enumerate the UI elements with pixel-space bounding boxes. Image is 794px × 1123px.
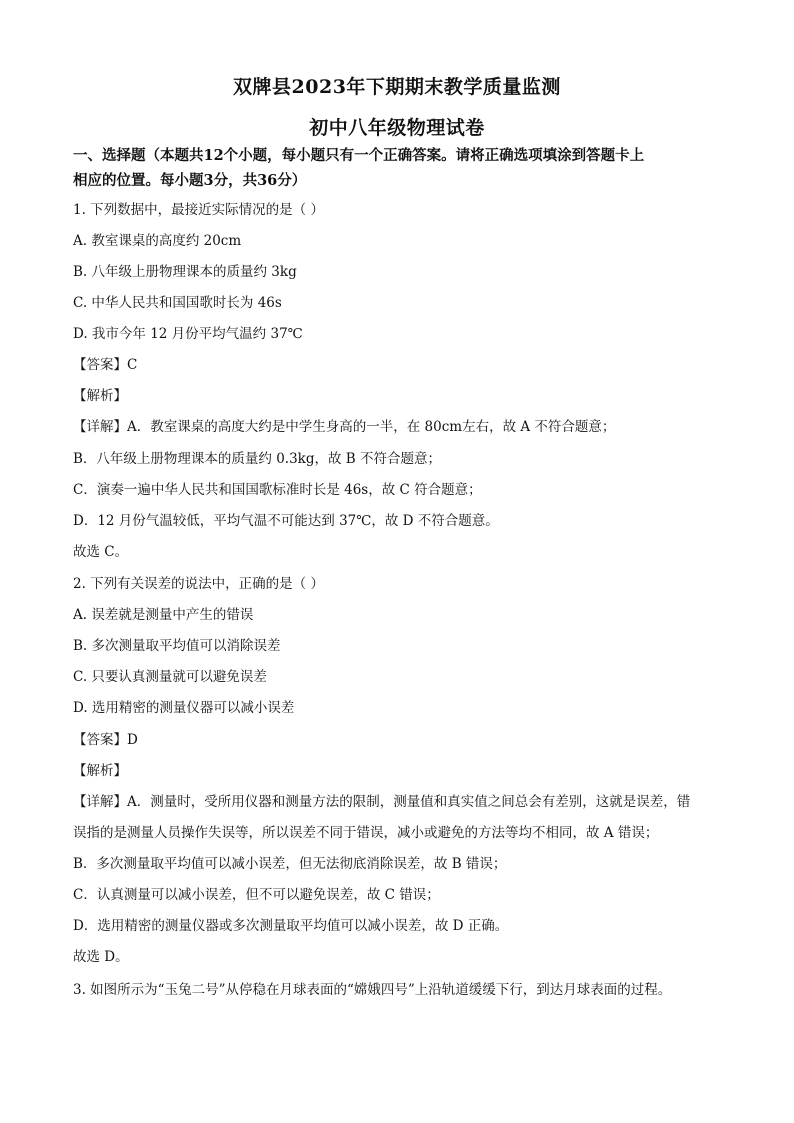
question-2-detail-line-4: C．认真测量可以减小误差，但不可以避免误差，故 C 错误； [73, 887, 440, 903]
question-1-answer: 【答案】C [73, 357, 138, 373]
question-1-stem: 1. 下列数据中，最接近实际情况的是（ ） [73, 202, 324, 218]
question-2-option-c: C. 只要认真测量就可以避免误差 [73, 669, 267, 685]
question-3-stem: 3. 如图所示为“玉兔二号”从停稳在月球表面的“嫦娥四号”上沿轨道缓缓下行，到达月球表面的过程。 [73, 982, 672, 998]
question-1-option-c: C. 中华人民共和国国歌时长为 46s [73, 295, 282, 311]
exam-title: 双牌县2023年下期期末教学质量监测 [233, 76, 561, 98]
section-heading-line-2: 相应的位置。每小题3分，共36分） [73, 172, 307, 189]
question-1-analysis-label: 【解析】 [73, 388, 127, 404]
question-1-option-a: A. 教室课桌的高度约 20cm [73, 233, 242, 249]
question-1-conclusion: 故选 C。 [73, 544, 129, 560]
question-1-detail-line-2: B．八年级上册物理课本的质量约 0.3kg，故 B 不符合题意； [73, 451, 442, 467]
question-2-detail-line-1: 【详解】A．测量时，受所用仪器和测量方法的限制，测量值和真实值之间总会有差别，这就是误差，错 [73, 794, 691, 810]
section-heading-line-1: 一、选择题（本题共12个小题，每小题只有一个正确答案。请将正确选项填涂到答题卡上 [73, 147, 645, 164]
question-1-detail-line-1: 【详解】A．教室课桌的高度大约是中学生身高的一半，在 80cm左右，故 A 不符合题意； [73, 419, 616, 435]
question-1-detail-line-4: D．12 月份气温较低，平均气温不可能达到 37℃，故 D 不符合题意。 [73, 513, 499, 529]
question-2-detail-line-3: B．多次测量取平均值可以减小误差，但无法彻底消除误差，故 B 错误； [73, 856, 507, 872]
question-2-answer: 【答案】D [73, 732, 138, 748]
question-1-detail-line-3: C．演奏一遍中华人民共和国国歌标准时长是 46s，故 C 符合题意； [73, 482, 482, 498]
question-2-analysis-label: 【解析】 [73, 763, 127, 779]
question-2-option-d: D. 选用精密的测量仪器可以减小误差 [73, 700, 295, 716]
question-1-option-d: D. 我市今年 12 月份平均气温约 37℃ [73, 326, 303, 342]
question-2-option-a: A. 误差就是测量中产生的错误 [73, 607, 254, 623]
question-2-detail-line-5: D．选用精密的测量仪器或多次测量取平均值可以减小误差，故 D 正确。 [73, 918, 509, 934]
question-2-detail-line-2: 误指的是测量人员操作失误等，所以误差不同于错误，减小或避免的方法等均不相同，故 A 错误； [73, 825, 659, 841]
question-2-option-b: B. 多次测量取平均值可以消除误差 [73, 638, 281, 654]
exam-subtitle: 初中八年级物理试卷 [309, 117, 485, 139]
question-2-conclusion: 故选 D。 [73, 949, 129, 965]
question-1-option-b: B. 八年级上册物理课本的质量约 3kg [73, 264, 297, 280]
question-2-stem: 2. 下列有关误差的说法中，正确的是（ ） [73, 576, 324, 592]
